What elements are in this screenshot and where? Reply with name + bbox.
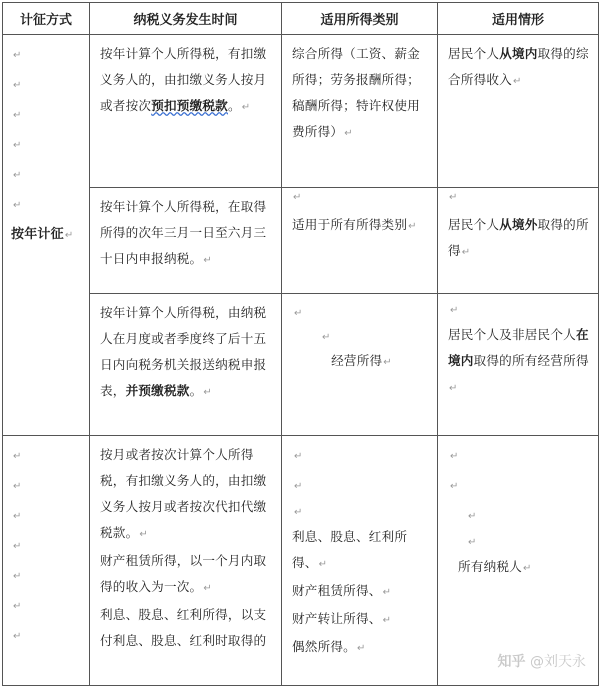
income-cell-2	[282, 188, 438, 294]
row-annual-3	[3, 294, 599, 436]
paragraph-mark: ↵	[294, 308, 303, 319]
paragraph-mark: ↵	[449, 192, 458, 203]
income-cell-4	[282, 436, 438, 686]
paragraph-mark: ↵	[294, 481, 303, 492]
time-cell-1: 按年计算个人所得税，有扣缴义务人的，由扣缴义务人按月或者按次预扣预缴税款。↵	[90, 35, 282, 188]
income-line-4: 偶然所得。	[292, 639, 356, 654]
time-text-6: 利息、股息、红利所得，以支付利息、股息、红利时取得的	[100, 607, 267, 648]
paragraph-mark: ↵	[449, 383, 458, 394]
paragraph-mark: ↵	[468, 511, 477, 522]
paragraph-mark: ↵	[64, 230, 74, 241]
paragraph-mark: ↵	[322, 332, 331, 343]
header-method: 计征方式	[3, 3, 90, 35]
paragraph-mark: ↵	[13, 541, 22, 552]
paragraph-mark: ↵	[13, 481, 22, 492]
time-emph-3: 并预缴税款	[125, 383, 190, 398]
time-cell-2	[90, 188, 282, 294]
paragraph-mark: ↵	[382, 615, 392, 626]
header-time: 纳税义务发生时间	[90, 3, 282, 35]
paragraph-mark: ↵	[293, 192, 302, 203]
income-text-3: 经营所得	[331, 353, 383, 368]
time-cell-4	[90, 436, 282, 686]
paragraph-mark: ↵	[13, 140, 22, 151]
paragraph-mark: ↵	[13, 170, 22, 181]
paragraph-mark: ↵	[344, 128, 353, 139]
header-case: 适用情形	[438, 3, 599, 35]
paragraph-mark: ↵	[203, 583, 212, 594]
paragraph-mark: ↵	[383, 357, 392, 368]
tax-table	[2, 2, 599, 686]
case-cell-2: ↵ 居民个人从境外取得的所得↵	[438, 188, 599, 294]
method-annual: 按年计征	[11, 227, 64, 242]
case-cell-1: 居民个人从境内取得的综合所得收入↵	[438, 35, 599, 188]
watermark-brand: 知乎	[497, 654, 526, 670]
income-line-1: 利息、股息、红利所得、	[292, 529, 408, 570]
time-text-1: 按年计算个人所得税，有扣缴义务人的，由扣缴义务人按月或者按次	[100, 46, 267, 113]
paragraph-mark: ↵	[13, 571, 22, 582]
paragraph-mark: ↵	[450, 451, 459, 462]
income-cell-1	[282, 35, 438, 188]
paragraph-mark: ↵	[13, 200, 22, 211]
paragraph-mark: ↵	[318, 559, 328, 570]
paragraph-mark: ↵	[408, 221, 417, 232]
paragraph-mark: ↵	[468, 537, 477, 548]
income-cell-3	[282, 294, 438, 436]
method-annual-cell	[3, 35, 90, 436]
income-line-3: 财产转让所得、	[292, 611, 382, 626]
paragraph-mark: ↵	[294, 451, 303, 462]
paragraph-mark: ↵	[294, 507, 303, 518]
paragraph-mark: ↵	[13, 80, 22, 91]
paragraph-mark: ↵	[241, 102, 251, 113]
case-emph-1: 从境内	[499, 46, 538, 61]
time-emph-1: 预扣预缴税款	[151, 98, 228, 113]
time-text-2: 按年计算个人所得税，在取得所得的次年三月一日至六月三十日内申报纳税。	[100, 199, 267, 266]
income-line-2: 财产租赁所得、	[292, 583, 382, 598]
case-emph-3: 在境内	[448, 327, 589, 368]
time-cell-3: 按年计算个人所得税，由纳税人在月度或者季度终了后十五日内向税务机关报送纳税申报表，并预缴税款。↵	[90, 294, 282, 436]
paragraph-mark: ↵	[450, 481, 459, 492]
paragraph-mark: ↵	[13, 50, 22, 61]
paragraph-mark: ↵	[13, 631, 22, 642]
paragraph-mark: ↵	[13, 601, 22, 612]
case-cell-3: ↵ 居民个人及非居民个人在境内取得的所有经营所得↵	[438, 294, 599, 436]
time-text-5: 财产租赁所得，以一个月内取得的收入为一次。	[100, 553, 267, 594]
paragraph-mark: ↵	[512, 76, 522, 87]
paragraph-mark: ↵	[13, 110, 22, 121]
paragraph-mark: ↵	[450, 305, 459, 316]
paragraph-mark: ↵	[203, 387, 212, 398]
header-row	[3, 3, 599, 35]
paragraph-mark: ↵	[139, 529, 148, 540]
case-text-4: 所有纳税人	[458, 559, 522, 574]
paragraph-mark: ↵	[356, 643, 366, 654]
paragraph-mark: ↵	[13, 511, 22, 522]
row-annual-1	[3, 35, 599, 188]
row-annual-2	[3, 188, 599, 294]
paragraph-mark: ↵	[203, 255, 212, 266]
watermark	[498, 651, 586, 671]
row-monthly	[3, 436, 599, 686]
paragraph-mark: ↵	[382, 587, 392, 598]
paragraph-mark: ↵	[13, 451, 22, 462]
case-emph-2: 从境外	[499, 217, 538, 232]
income-text-1: 综合所得（工资、薪金所得；劳务报酬所得；稿酬所得；特许权使用费所得）	[292, 46, 420, 139]
time-text-4: 按月或者按次计算个人所得税，有扣缴义务人的，由扣缴义务人按月或者按次代扣代缴税款。	[100, 447, 267, 540]
method-monthly-cell	[3, 436, 90, 686]
case-cell-4	[438, 436, 599, 686]
paragraph-mark: ↵	[461, 247, 471, 258]
header-income: 适用所得类别	[282, 3, 438, 35]
income-text-2: 适用于所有所得类别	[292, 217, 408, 232]
watermark-author: @刘天永	[530, 654, 586, 670]
time-text-3: 按年计算个人所得税，由纳税人在月度或者季度终了后十五日内向税务机关报送纳税申报表，	[100, 305, 267, 398]
paragraph-mark: ↵	[522, 563, 532, 574]
